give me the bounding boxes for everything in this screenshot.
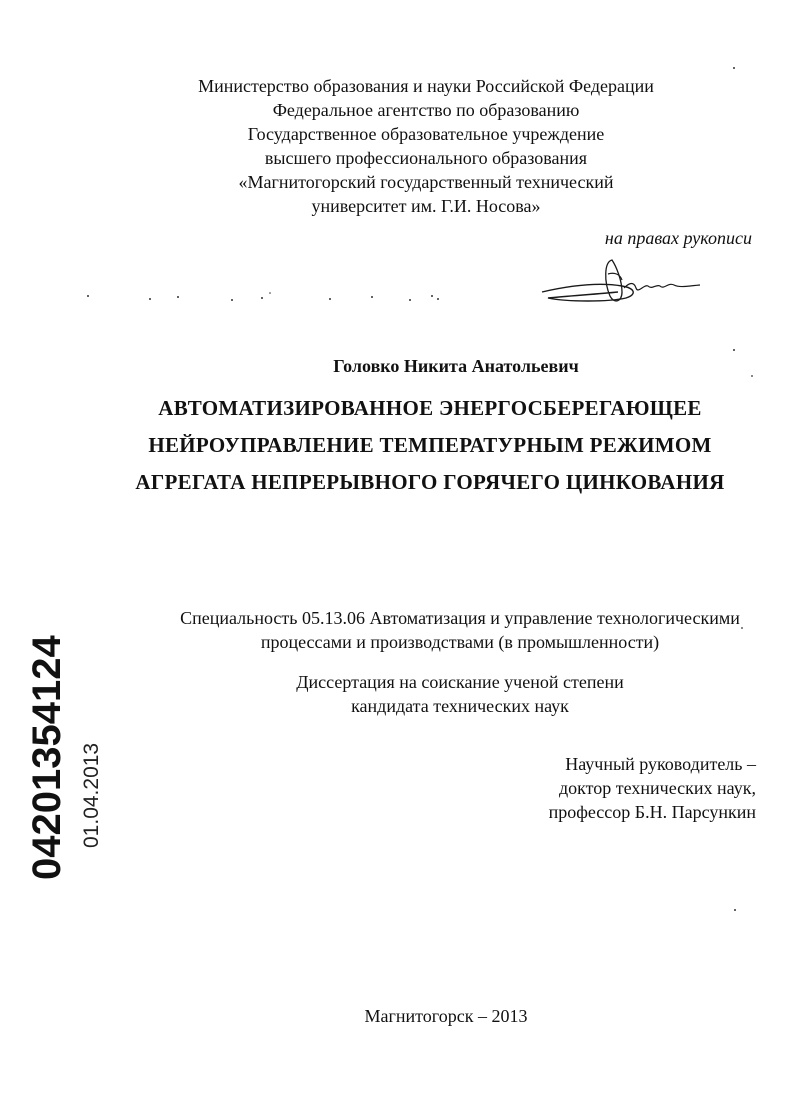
header-line: Министерство образования и науки Российской Федерации bbox=[198, 76, 654, 96]
handwritten-signature bbox=[538, 252, 718, 312]
header-line: высшего профессионального образования bbox=[264, 148, 588, 168]
title-line: АВТОМАТИЗИРОВАННОЕ ЭНЕРГОСБЕРЕГАЮЩЕЕ bbox=[158, 396, 702, 420]
ministry-header bbox=[30, 74, 792, 218]
library-stamp bbox=[22, 635, 112, 880]
supervisor-block bbox=[549, 752, 756, 824]
title-line: АГРЕГАТА НЕПРЕРЫВНОГО ГОРЯЧЕГО ЦИНКОВАНИЯ bbox=[135, 470, 725, 494]
header-line: «Магнитогорский государственный технический bbox=[238, 172, 614, 192]
dissertation-title bbox=[100, 390, 760, 501]
specialty-line: Специальность 05.13.06 Автоматизация и управление технологическими bbox=[180, 608, 740, 628]
degree-line: кандидата технических наук bbox=[351, 696, 569, 716]
manuscript-rights-note: на правах рукописи bbox=[604, 228, 752, 248]
degree-block bbox=[150, 670, 770, 718]
city-year: Магнитогорск – 2013 bbox=[364, 1006, 528, 1026]
stamp-date: 01.04.2013 bbox=[80, 742, 103, 848]
supervisor-line: профессор Б.Н. Парсункин bbox=[548, 802, 756, 822]
degree-line: Диссертация на соискание ученой степени bbox=[296, 672, 624, 692]
stamp-number: 04201354124 bbox=[25, 635, 69, 880]
specialty-line: процессами и производствами (в промышленности) bbox=[260, 632, 660, 652]
specialty-block bbox=[150, 606, 770, 654]
supervisor-line: Научный руководитель – bbox=[565, 754, 756, 774]
author-name: Головко Никита Анатольевич bbox=[333, 356, 579, 376]
header-line: Государственное образовательное учреждение bbox=[247, 124, 605, 144]
supervisor-line: доктор технических наук, bbox=[559, 778, 756, 798]
header-line: университет им. Г.И. Носова» bbox=[311, 196, 541, 216]
header-line: Федеральное агентство по образованию bbox=[272, 100, 580, 120]
title-line: НЕЙРОУПРАВЛЕНИЕ ТЕМПЕРАТУРНЫМ РЕЖИМОМ bbox=[148, 433, 712, 457]
